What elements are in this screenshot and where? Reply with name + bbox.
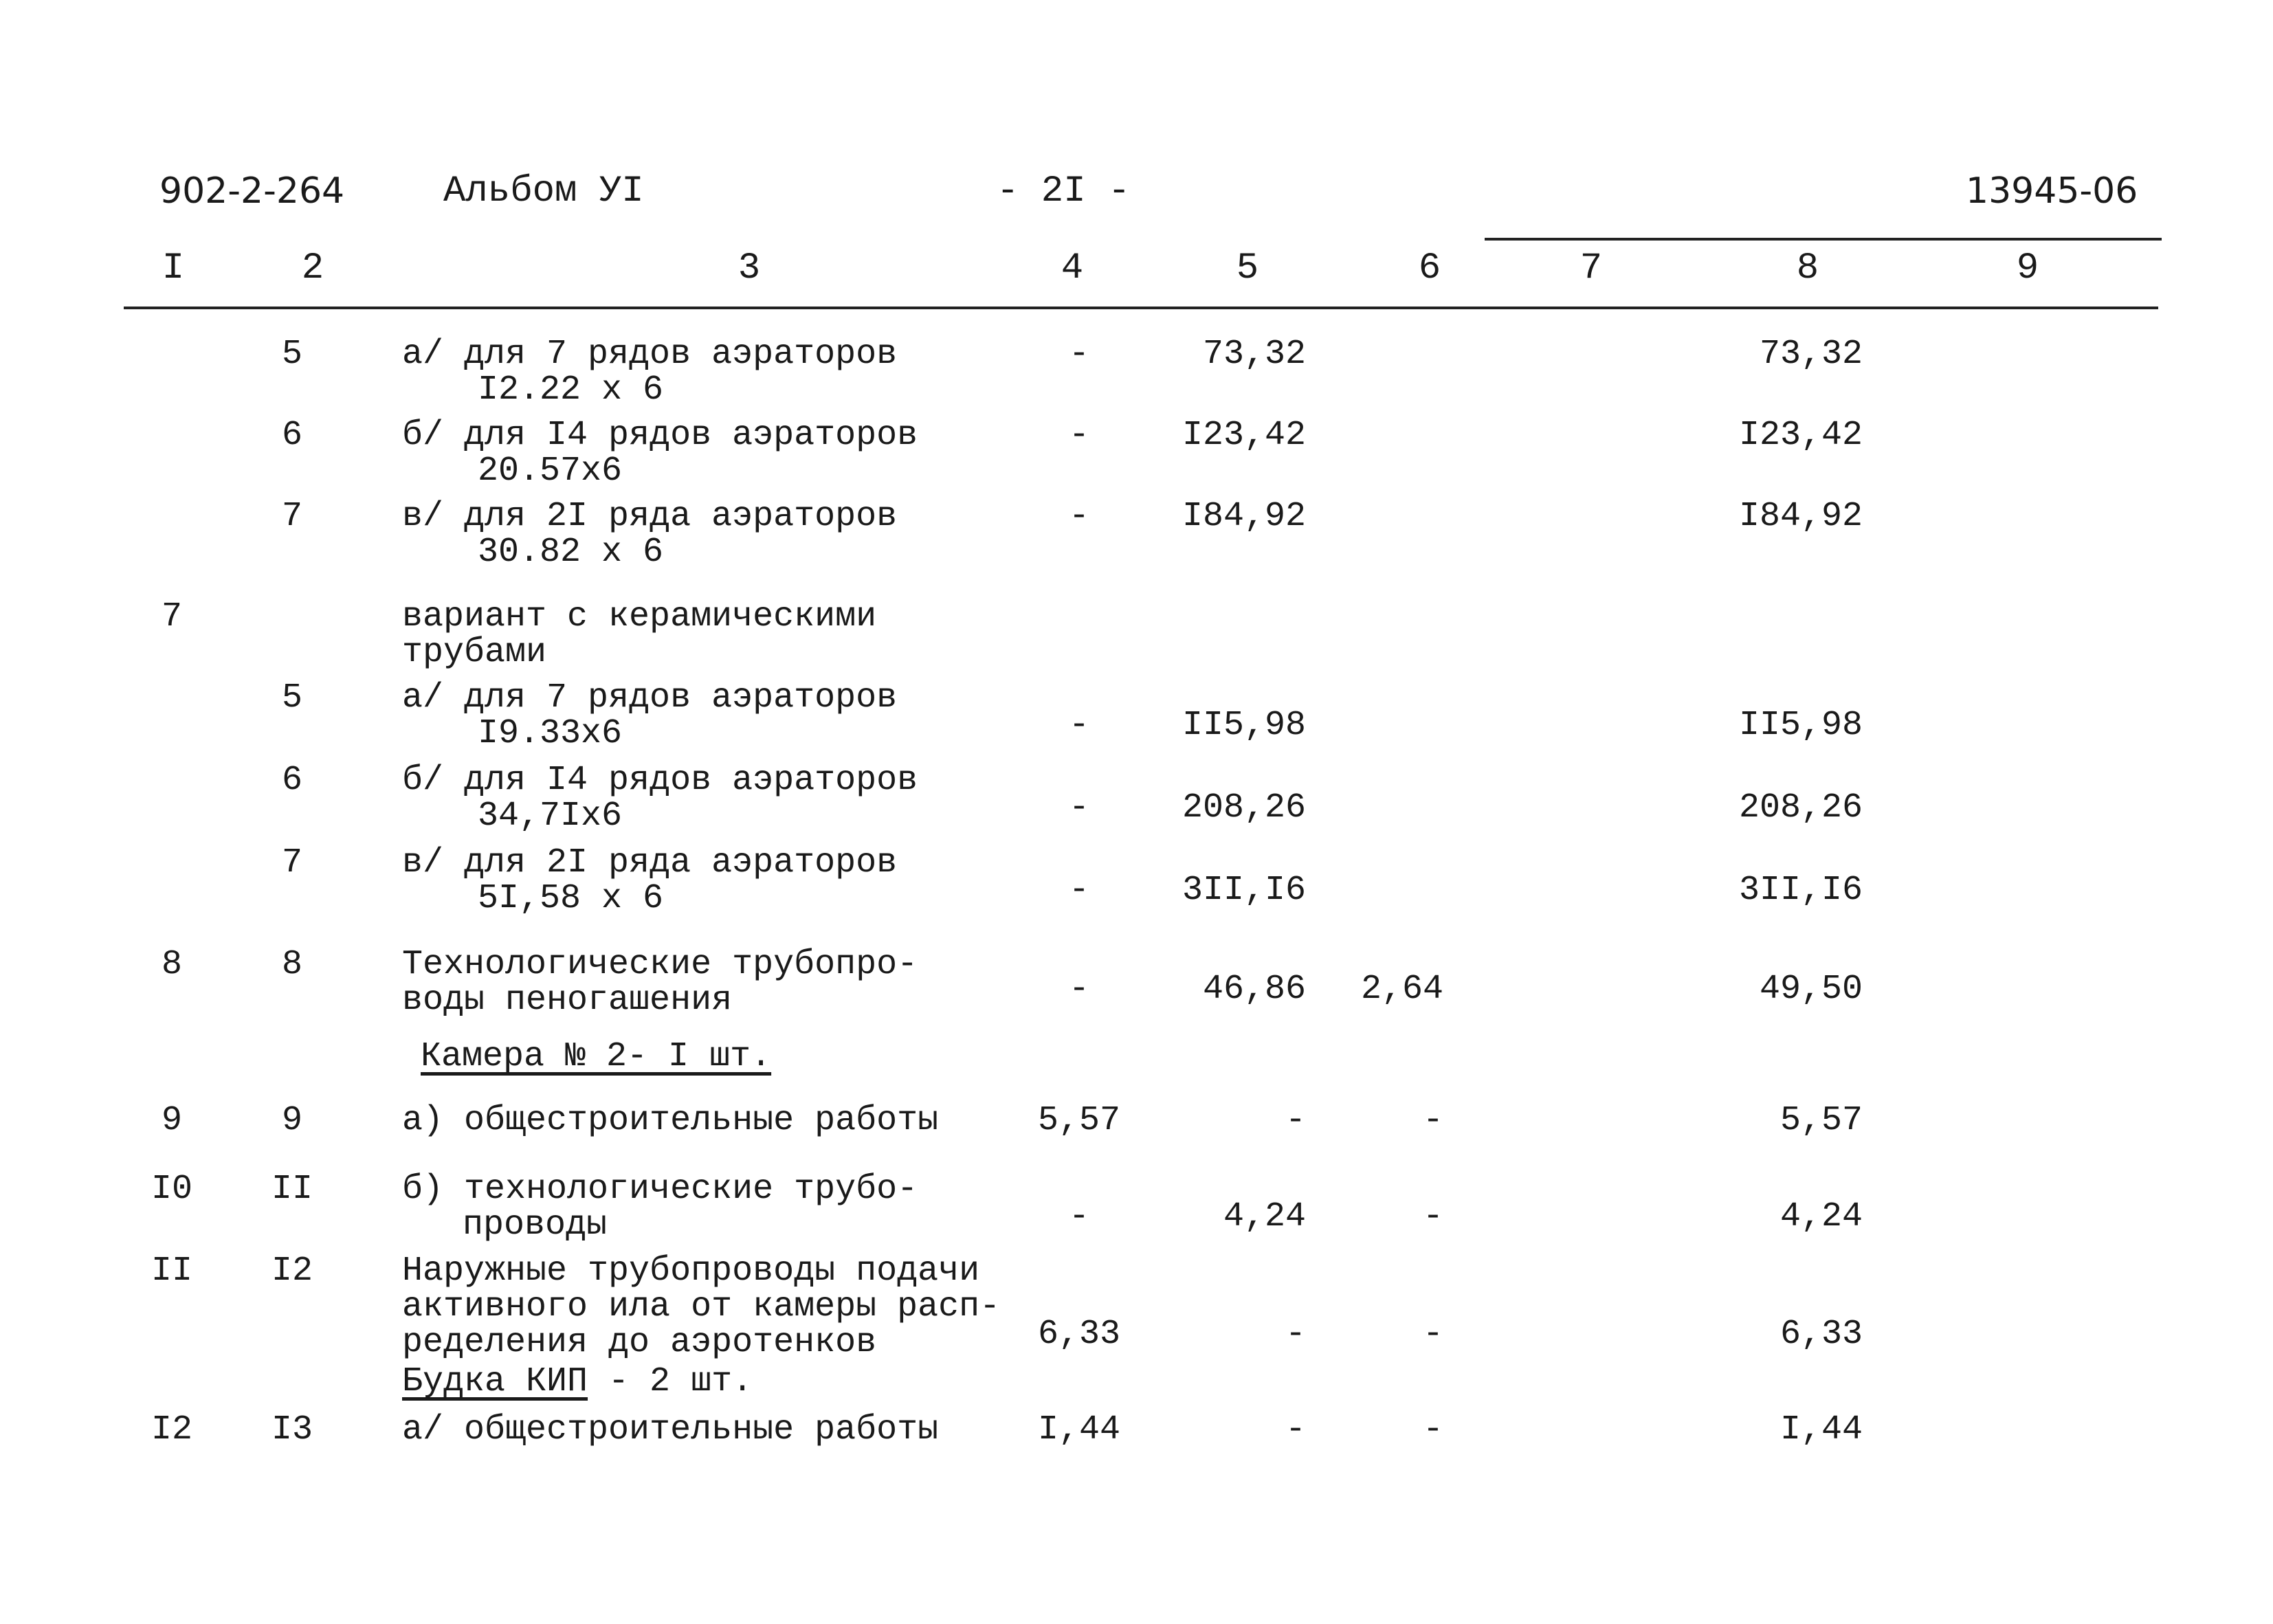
col6-value: - <box>1422 1410 1443 1449</box>
item-description: а/ общестроительные работы <box>402 1410 939 1449</box>
item-description: а/ для 7 рядов аэраторов I9.33х6 <box>402 678 898 753</box>
col4-value: - <box>1068 335 1089 374</box>
col6-value: - <box>1422 1101 1443 1140</box>
col4-value: 5,57 <box>1037 1101 1121 1140</box>
header-rule-top <box>1485 238 2162 241</box>
col-number-6: 6 <box>1418 247 1441 289</box>
booth-subheading: Будка КИП - 2 шт. <box>402 1362 753 1401</box>
row-number: 7 <box>161 597 182 636</box>
item-description: Технологические трубопро- воды пеногашения <box>402 945 918 1020</box>
item-number: 8 <box>281 945 302 984</box>
col4-value: - <box>1068 706 1089 745</box>
row-number: I0 <box>151 1170 192 1209</box>
col-number-9: 9 <box>2016 247 2039 289</box>
col4-value: 6,33 <box>1037 1315 1121 1354</box>
col4-value: - <box>1068 788 1089 827</box>
item-number: 7 <box>281 843 302 882</box>
col8-value: 3II,I6 <box>1738 871 1863 910</box>
header-rule-bottom <box>124 307 2158 309</box>
row-number: 9 <box>161 1101 182 1140</box>
item-description: б) технологические трубо- проводы <box>402 1170 918 1245</box>
col5-value: I23,42 <box>1182 416 1306 455</box>
item-number: 6 <box>281 416 302 455</box>
item-description: а/ для 7 рядов аэраторов I2.22 х 6 <box>402 335 898 410</box>
album-title: Альбом УI <box>443 170 644 212</box>
col8-value: 4,24 <box>1779 1197 1863 1236</box>
col4-value: - <box>1068 970 1089 1009</box>
col-number-3: 3 <box>738 247 761 289</box>
item-number: 7 <box>281 497 302 536</box>
item-number: II <box>271 1170 313 1209</box>
col-number-2: 2 <box>301 247 324 289</box>
col8-value: I23,42 <box>1738 416 1863 455</box>
col4-value: - <box>1068 1197 1089 1236</box>
row-number: 8 <box>161 945 182 984</box>
col5-value: II5,98 <box>1182 706 1306 745</box>
camera-subheading: Камера № 2- I шт. <box>421 1037 772 1076</box>
item-number: 5 <box>281 335 302 374</box>
row-number: II <box>151 1252 192 1291</box>
col8-value: 208,26 <box>1738 788 1863 827</box>
item-number: I3 <box>271 1410 313 1449</box>
col6-value: 2,64 <box>1360 970 1443 1009</box>
row-number: I2 <box>151 1410 192 1449</box>
col8-value: 5,57 <box>1779 1101 1863 1140</box>
col8-value: II5,98 <box>1738 706 1863 745</box>
col5-value: 73,32 <box>1202 335 1306 374</box>
col5-value: 3II,I6 <box>1182 871 1306 910</box>
col4-value: I,44 <box>1037 1410 1121 1449</box>
col5-value: 4,24 <box>1223 1197 1306 1236</box>
col5-value: - <box>1285 1410 1306 1449</box>
col5-value: 208,26 <box>1182 788 1306 827</box>
item-description: б/ для I4 рядов аэраторов 20.57х6 <box>402 416 918 491</box>
inventory-number: 13945-06 <box>1966 170 2138 212</box>
item-description: Наружные трубопроводы подачи активного ила от камеры расп- ределения до аэротенков <box>402 1252 1001 1362</box>
col8-value: I,44 <box>1779 1410 1863 1449</box>
col-number-4: 4 <box>1061 247 1084 289</box>
item-description: в/ для 2I ряда аэраторов 30.82 х 6 <box>402 497 898 572</box>
page-number: - 2I - <box>997 170 1131 212</box>
item-description: в/ для 2I ряда аэраторов 5I,58 х 6 <box>402 843 898 918</box>
item-description: а) общестроительные работы <box>402 1101 939 1140</box>
col-number-5: 5 <box>1236 247 1259 289</box>
item-description: б/ для I4 рядов аэраторов 34,7Iх6 <box>402 761 918 836</box>
col-number-1: I <box>162 247 185 289</box>
col8-value: I84,92 <box>1738 497 1863 536</box>
col6-value: - <box>1422 1315 1443 1354</box>
col4-value: - <box>1068 871 1089 910</box>
item-number: 6 <box>281 761 302 800</box>
item-description: вариант с керамическими трубами <box>402 597 877 672</box>
col5-value: - <box>1285 1315 1306 1354</box>
col8-value: 73,32 <box>1759 335 1863 374</box>
col5-value: 46,86 <box>1202 970 1306 1009</box>
col-number-7: 7 <box>1579 247 1603 289</box>
col8-value: 49,50 <box>1759 970 1863 1009</box>
col4-value: - <box>1068 497 1089 536</box>
doc-code: 902-2-264 <box>159 170 345 212</box>
item-number: 9 <box>281 1101 302 1140</box>
col6-value: - <box>1422 1197 1443 1236</box>
item-number: I2 <box>271 1252 313 1291</box>
col5-value: - <box>1285 1101 1306 1140</box>
col4-value: - <box>1068 416 1089 455</box>
col5-value: I84,92 <box>1182 497 1306 536</box>
col8-value: 6,33 <box>1779 1315 1863 1354</box>
col-number-8: 8 <box>1796 247 1819 289</box>
item-number: 5 <box>281 678 302 718</box>
